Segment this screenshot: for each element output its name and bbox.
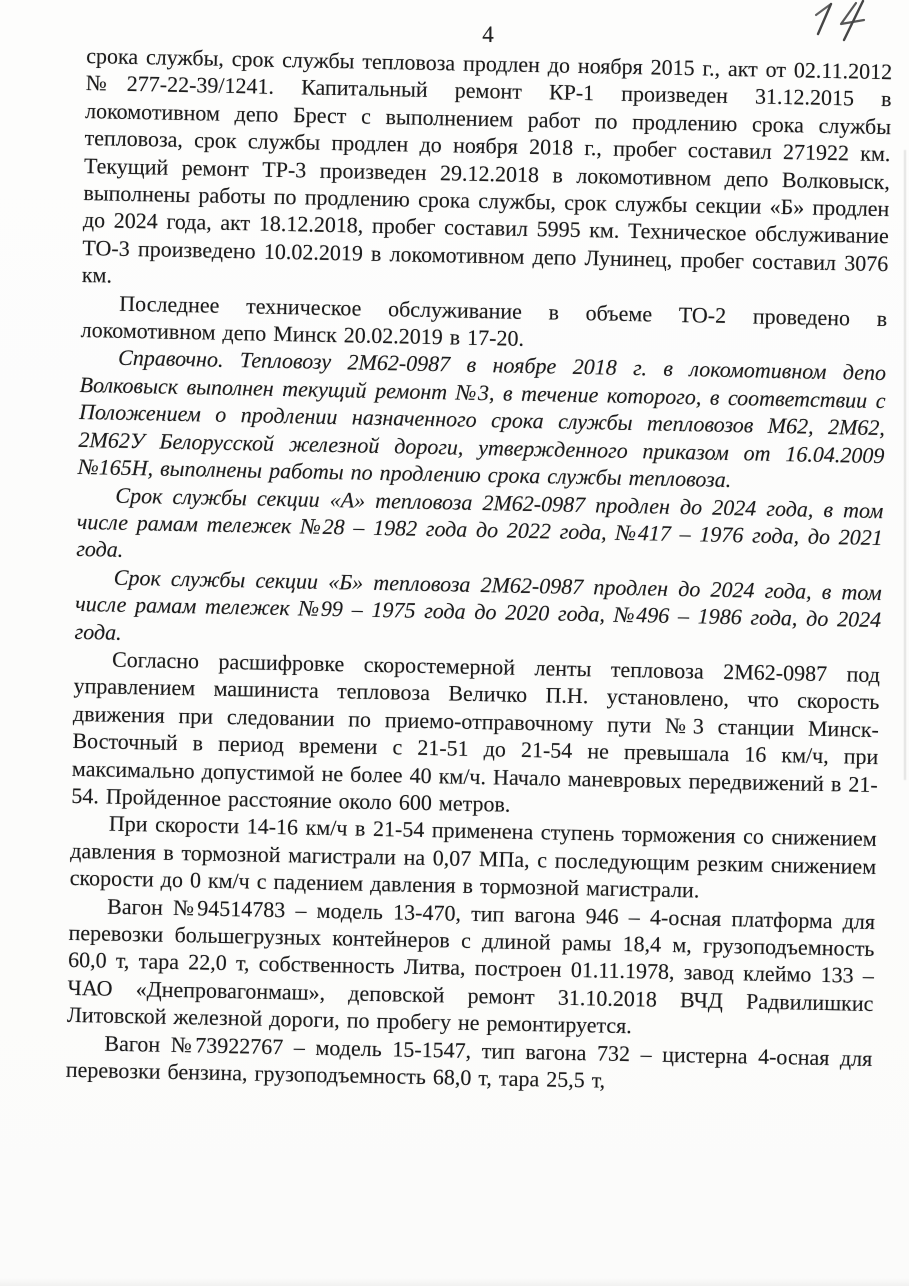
paragraph-1: срока службы, срок службы тепловоза продлен до ноября 2015 г., акт от 02.11.2012 №277-22-39/1241. Капитальный ремонт КР-1 произведен 31.12.2015 в локомотивном депо Брест с выполнением работ по продлению срока службы тепловоза, срок службы продлен до ноября 2018 г., пробег составил 271922 км. Текущий ремонт ТР-3 произведен 29.12.2018 в локомотивном депо Волковыск, выполнены работы по продлению срока службы, срок службы секции «Б» продлен до 2024 года, акт 18.12.2018, пробег составил 5995 км. Техническое обслуживание ТО-3 произведено 10.02.2019 в локомотивном депо Лунинец, пробег составил 3076 км. xyxy=(81,43,893,288)
paragraph-9: Вагон №73922767 – модель 15-1547, тип вагона 732 – цистерна 4-осная для перевозки бензина, грузоподъемность 68,0 т, тара 25,5 т, xyxy=(65,1030,873,1093)
paragraph-8: Вагон №94514783 – модель 13-470, тип вагона 946 – 4-осная платформа для перевозки большегрузных контейнеров с длиной рамы 18,4 м, грузоподъемность 60,0 т, тара 22,0 т, собственность Литва, построен 01.11.1978, завод клеймо 133 – ЧАО «Днепровагонмаш», деповской ремонт 31.10.2018 ВЧД Радвилишкис Литовской железной дороги, по пробегу не ремонтируется. xyxy=(66,893,876,1039)
paragraph-3: Справочно. Тепловозу 2М62-0987 в ноябре 2018 г. в локомотивном депо Волковыск выполнен текущий ремонт №3, в течение которого, в соответствии с Положением о продлении назначенного срока службы тепловозов М62, 2М62, 2М62У Белорусской железной дороги, утвержденного приказом от 16.04.2009 №165Н, выполнены работы по продлению срока службы тепловоза. xyxy=(77,345,887,493)
paragraph-7: При скорости 14-16 км/ч в 21-54 применена ступень торможения со снижением давления в тормозной магистрали на 0,07 МПа, с последующим резким снижением скорости до 0 км/ч с падением давления в тормозной магистрали. xyxy=(69,810,877,903)
paragraph-6: Согласно расшифровке скоростемерной ленты тепловоза 2М62-0987 под управлением машиниста тепловоза Величко П.Н. установлено, что скорость движения при следовании по приемо-отправочному пути №3 станции Минск-Восточный в период времени с 21-51 до 21-54 не превышала 16 км/ч, при максимально допустимой не более 40 км/ч. Начало маневровых передвижений в 21-54. Пройденное расстояние около 600 метров. xyxy=(71,646,881,817)
scan-edge-artifact xyxy=(904,150,906,780)
paragraph-4: Срок службы секции «А» тепловоза 2М62-0987 продлен до 2024 года, в том числе рамам тележек №28 – 1982 года до 2022 года, №417 – 1976 года, до 2021 года. xyxy=(76,482,884,563)
paragraph-2: Последнее техническое обслуживание в объеме ТО-2 проведено в локомотивном депо Минск 20.02.2019 в 17-20. xyxy=(80,290,888,351)
paragraph-5: Срок службы секции «Б» тепловоза 2М62-0987 продлен до 2024 года, в том числе рамам тележек №99 – 1975 года до 2020 года, №496 – 1986 года, до 2024 года. xyxy=(74,564,882,645)
handwritten-note xyxy=(811,0,883,52)
page-number: 4 xyxy=(482,22,495,47)
document-text xyxy=(66,42,893,1099)
handwritten-14-strokes xyxy=(811,0,883,52)
scan-shadow-artifact xyxy=(0,1278,909,1286)
